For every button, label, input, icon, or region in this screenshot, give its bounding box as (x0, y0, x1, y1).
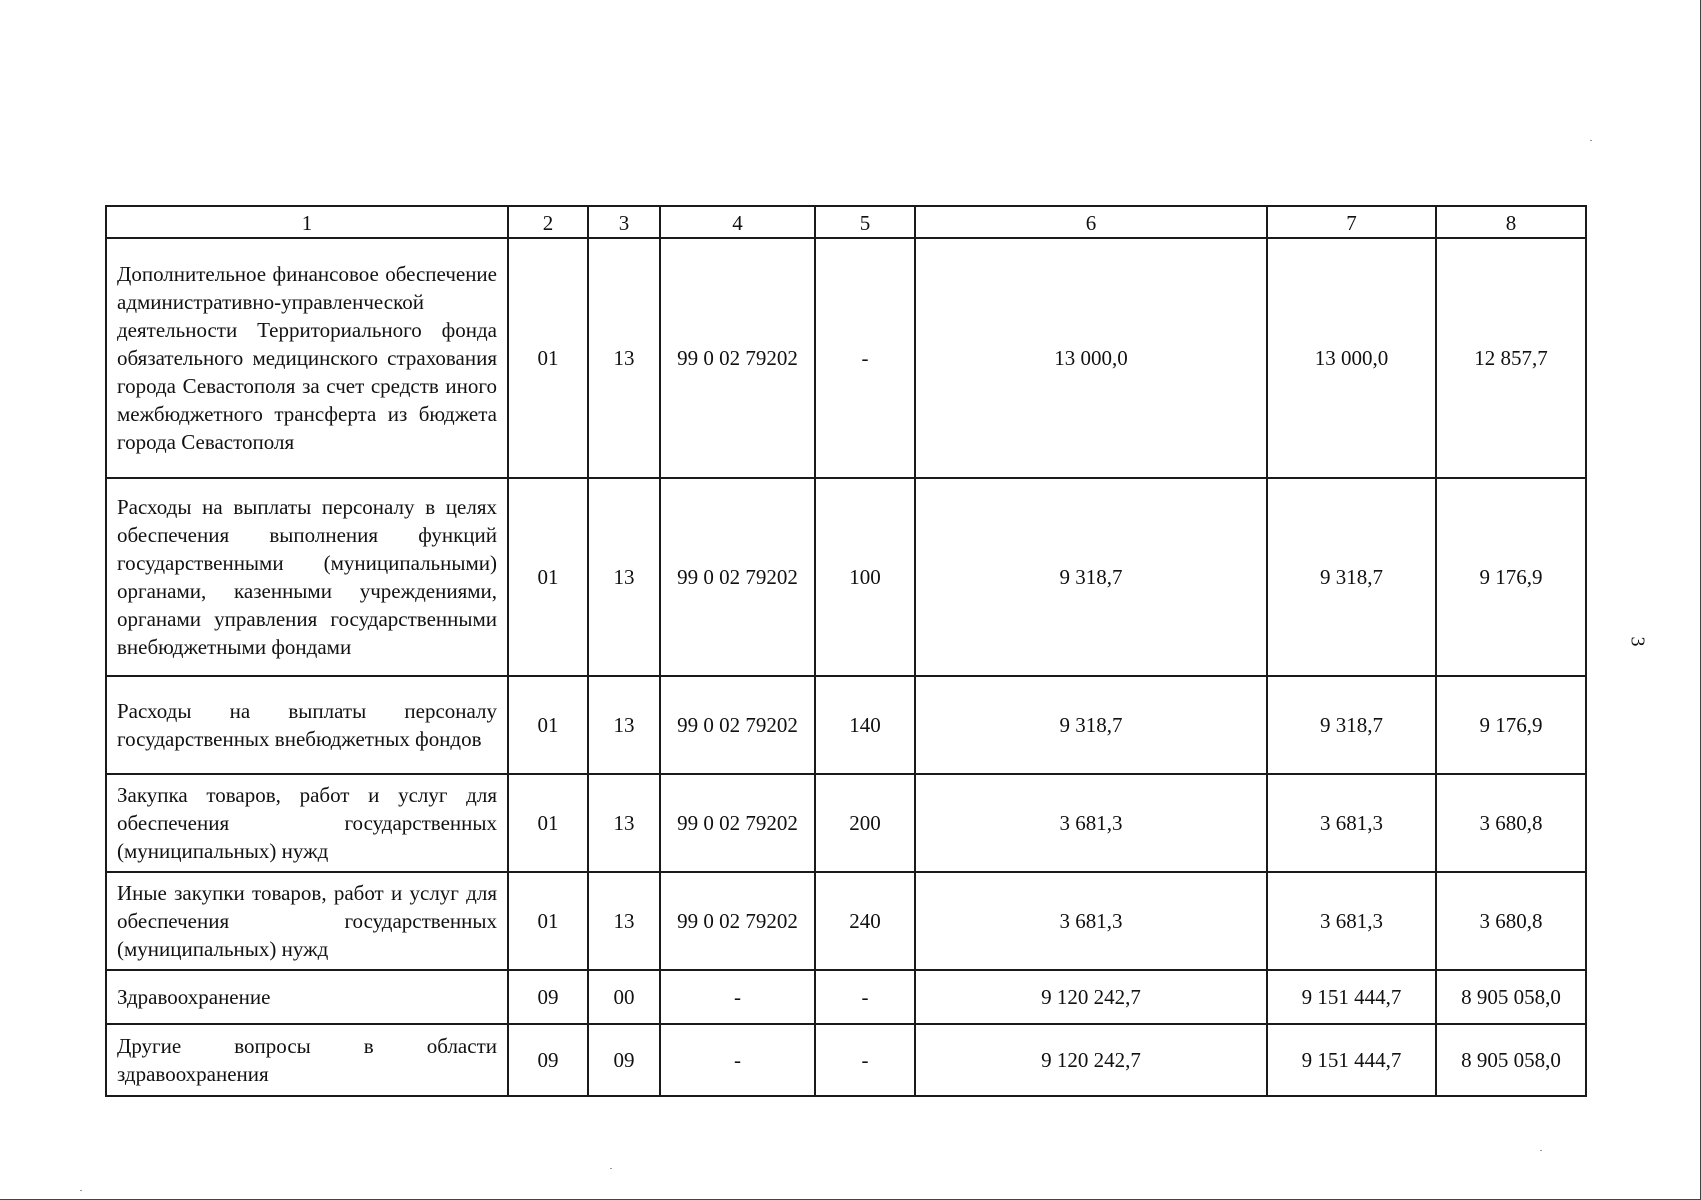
subsection-code-cell: 09 (588, 1024, 660, 1096)
row-name-cell: Дополнительное финансовое обеспечение административно-управленческой деятельности Территориального фонда обязательного медицинского страхования города Севастополя за счет средств иного межбюджетного трансферта из бюджета города Севастополя (106, 238, 508, 478)
section-code-cell: 01 (508, 774, 588, 872)
expense-type-cell: 240 (815, 872, 915, 970)
amount-col8-cell: 12 857,7 (1436, 238, 1586, 478)
amount-col6-cell: 9 318,7 (915, 478, 1267, 676)
subsection-code-cell: 13 (588, 238, 660, 478)
amount-col6-cell: 9 120 242,7 (915, 970, 1267, 1024)
target-article-cell: - (660, 1024, 815, 1096)
header-cell: 2 (508, 206, 588, 238)
table-row (106, 774, 1586, 872)
amount-col6-cell: 3 681,3 (915, 774, 1267, 872)
header-cell: 8 (1436, 206, 1586, 238)
row-name-cell: Расходы на выплаты персоналу государственных внебюджетных фондов (106, 676, 508, 774)
table-row (106, 1024, 1586, 1096)
target-article-cell: 99 0 02 79202 (660, 872, 815, 970)
target-article-cell: 99 0 02 79202 (660, 676, 815, 774)
amount-col7-cell: 9 318,7 (1267, 676, 1436, 774)
section-code-cell: 01 (508, 478, 588, 676)
amount-col6-cell: 9 318,7 (915, 676, 1267, 774)
row-name-cell: Закупка товаров, работ и услуг для обеспечения государственных (муниципальных) нужд (106, 774, 508, 872)
amount-col8-cell: 3 680,8 (1436, 774, 1586, 872)
table-header-row (106, 206, 1586, 238)
table-row (106, 478, 1586, 676)
expense-type-cell: - (815, 238, 915, 478)
section-code-cell: 01 (508, 872, 588, 970)
amount-col7-cell: 3 681,3 (1267, 872, 1436, 970)
amount-col6-cell: 3 681,3 (915, 872, 1267, 970)
table-row (106, 970, 1586, 1024)
section-code-cell: 01 (508, 238, 588, 478)
amount-col7-cell: 9 151 444,7 (1267, 1024, 1436, 1096)
scan-speck (80, 1190, 82, 1191)
header-cell: 7 (1267, 206, 1436, 238)
page-number: 3 (1626, 636, 1649, 647)
header-cell: 3 (588, 206, 660, 238)
amount-col8-cell: 8 905 058,0 (1436, 970, 1586, 1024)
target-article-cell: - (660, 970, 815, 1024)
header-cell: 1 (106, 206, 508, 238)
target-article-cell: 99 0 02 79202 (660, 478, 815, 676)
section-code-cell: 09 (508, 1024, 588, 1096)
header-cell: 6 (915, 206, 1267, 238)
budget-table (105, 205, 1587, 1097)
amount-col7-cell: 13 000,0 (1267, 238, 1436, 478)
row-name-cell: Расходы на выплаты персоналу в целях обеспечения выполнения функций государственными (муниципальными) органами, казенными учреждениями, органами управления государственными внебюджетными фондами (106, 478, 508, 676)
amount-col8-cell: 8 905 058,0 (1436, 1024, 1586, 1096)
row-name-cell: Другие вопросы в области здравоохранения (106, 1024, 508, 1096)
subsection-code-cell: 13 (588, 774, 660, 872)
subsection-code-cell: 00 (588, 970, 660, 1024)
target-article-cell: 99 0 02 79202 (660, 238, 815, 478)
amount-col6-cell: 13 000,0 (915, 238, 1267, 478)
expense-type-cell: 200 (815, 774, 915, 872)
subsection-code-cell: 13 (588, 676, 660, 774)
scan-speck (1540, 1150, 1542, 1151)
scan-speck (1590, 140, 1592, 141)
expense-type-cell: - (815, 1024, 915, 1096)
subsection-code-cell: 13 (588, 478, 660, 676)
row-name-cell: Иные закупки товаров, работ и услуг для обеспечения государственных (муниципальных) нужд (106, 872, 508, 970)
expense-type-cell: 100 (815, 478, 915, 676)
subsection-code-cell: 13 (588, 872, 660, 970)
header-cell: 4 (660, 206, 815, 238)
expense-type-cell: 140 (815, 676, 915, 774)
amount-col8-cell: 9 176,9 (1436, 478, 1586, 676)
target-article-cell: 99 0 02 79202 (660, 774, 815, 872)
amount-col7-cell: 9 151 444,7 (1267, 970, 1436, 1024)
amount-col8-cell: 9 176,9 (1436, 676, 1586, 774)
amount-col8-cell: 3 680,8 (1436, 872, 1586, 970)
table-row (106, 872, 1586, 970)
scan-speck (610, 1168, 612, 1169)
amount-col7-cell: 3 681,3 (1267, 774, 1436, 872)
row-name-cell: Здравоохранение (106, 970, 508, 1024)
section-code-cell: 01 (508, 676, 588, 774)
table-row (106, 238, 1586, 478)
header-cell: 5 (815, 206, 915, 238)
expense-type-cell: - (815, 970, 915, 1024)
section-code-cell: 09 (508, 970, 588, 1024)
amount-col7-cell: 9 318,7 (1267, 478, 1436, 676)
table-row (106, 676, 1586, 774)
amount-col6-cell: 9 120 242,7 (915, 1024, 1267, 1096)
